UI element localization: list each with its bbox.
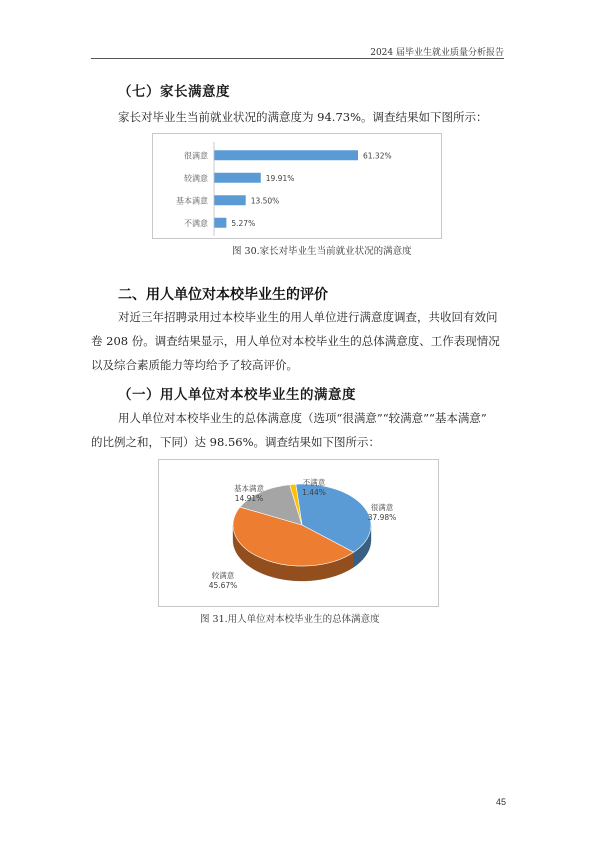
employer-satisfaction-line-2: 的比例之和，下同）达 98.56%。调查结果如下图所示： (91, 435, 381, 449)
employer-para-line-1: 对近三年招聘录用过本校毕业生的用人单位进行满意度调查，共收回有效问 (118, 310, 498, 324)
bar-value-label: 13.50% (250, 196, 280, 206)
pie-category-label: 基本满意 (234, 484, 264, 493)
page-number: 45 (496, 797, 507, 807)
bar-value-label: 5.27% (231, 218, 256, 228)
pie-value-label: 14.91% (234, 494, 264, 503)
figure-31-caption: 图 31.用人单位对本校毕业生的总体满意度 (200, 614, 380, 625)
bar-chart-frame (152, 133, 442, 239)
bar-category-label: 基本满意 (176, 196, 208, 206)
employer-para-line-3: 以及综合素质能力等均给予了较高评价。 (91, 358, 298, 372)
section-heading-parent-satisfaction: （七）家长满意度 (118, 84, 230, 100)
pie-value-label: 37.98% (367, 513, 397, 522)
pie-category-label: 很满意 (370, 503, 394, 512)
pie-value-label: 45.67% (208, 581, 238, 590)
section-heading-employer-evaluation: 二、用人单位对本校毕业生的评价 (118, 287, 328, 303)
pie-chart-frame (158, 459, 439, 607)
bar-category-label: 较满意 (184, 173, 208, 183)
bar (214, 150, 358, 160)
running-header: 2024 届毕业生就业质量分析报告 (370, 48, 504, 58)
bar (214, 195, 246, 205)
subsection-heading-employer-satisfaction: （一）用人单位对本校毕业生的满意度 (118, 387, 356, 403)
employer-para-line-2: 卷 208 份。调查结果显示，用人单位对本校毕业生的总体满意度、工作表现情况 (91, 334, 500, 348)
header-rule (91, 58, 504, 59)
bar-category-label: 不满意 (184, 218, 208, 228)
figure-30-caption: 图 30.家长对毕业生当前就业状况的满意度 (232, 246, 412, 257)
pie-category-label: 不满意 (302, 478, 326, 487)
pie-value-label: 1.44% (302, 488, 326, 497)
bar-value-label: 61.32% (363, 151, 392, 161)
bar (214, 173, 261, 183)
pie-category-label: 较满意 (211, 571, 235, 580)
pie-chart-employer-satisfaction (159, 460, 438, 606)
bar-chart-parent-satisfaction (153, 134, 441, 238)
parent-satisfaction-intro: 家长对毕业生当前就业状况的满意度为 94.73%。调查结果如下图所示： (118, 110, 488, 124)
bar-category-label: 很满意 (184, 151, 208, 161)
bar-value-label: 19.91% (265, 173, 295, 183)
employer-satisfaction-line-1: 用人单位对本校毕业生的总体满意度（选项“很满意”“较满意”“基本满意” (118, 411, 487, 425)
bar (214, 218, 226, 228)
